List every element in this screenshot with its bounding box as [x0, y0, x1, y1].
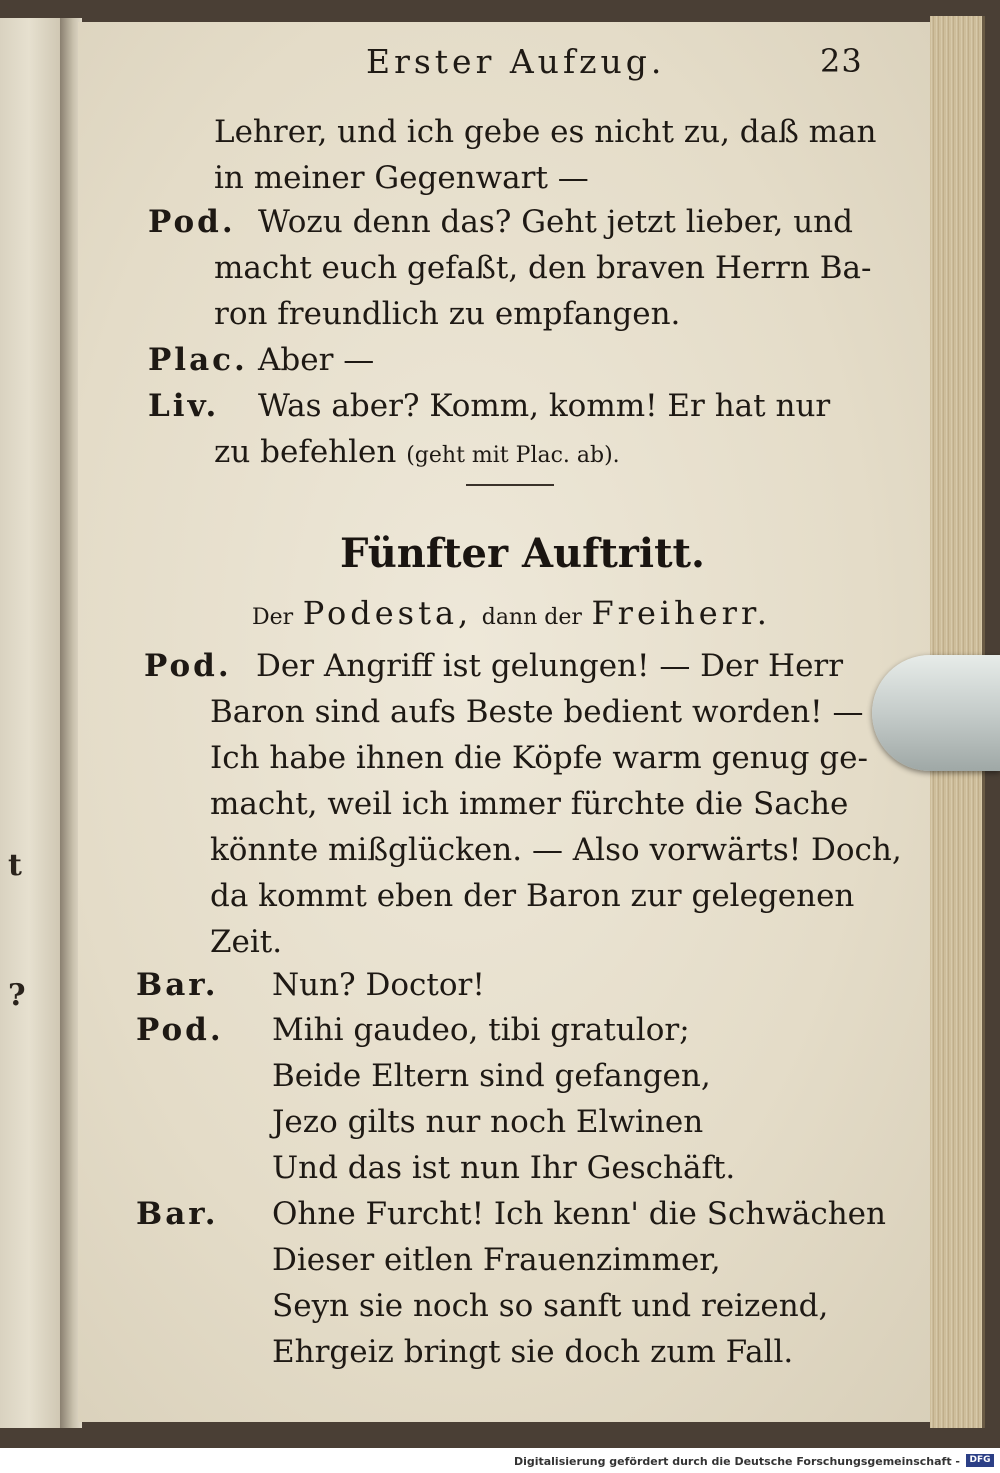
scene-title: Fünfter Auftritt. — [340, 530, 705, 577]
page-number: 23 — [820, 42, 863, 80]
section-rule — [466, 484, 554, 486]
text-line: macht, weil ich immer fürchte die Sache — [210, 786, 849, 822]
text-fragment: zu befehlen — [214, 434, 397, 470]
text-line: Ehrgeiz bringt sie doch zum Fall. — [272, 1334, 794, 1370]
cast-name: Podesta, — [302, 594, 473, 632]
page-clip-tab — [872, 655, 1000, 771]
cast-word: dann der — [481, 605, 582, 630]
text-line: Mihi gaudeo, tibi gratulor; — [272, 1012, 690, 1048]
text-line: Ohne Furcht! Ich kenn' die Schwächen — [272, 1196, 886, 1232]
stage-direction: (geht mit Plac. ab). — [406, 443, 620, 468]
speaker-label: Bar. — [136, 967, 219, 1003]
text-line: könnte mißglücken. — Also vorwärts! Doch, — [210, 832, 902, 868]
speaker-label: Pod. — [148, 204, 236, 240]
dfg-logo-icon: DFG — [966, 1454, 994, 1467]
text-line: Dieser eitlen Frauenzimmer, — [272, 1242, 721, 1278]
text-line: Lehrer, und ich gebe es nicht zu, daß man — [214, 114, 877, 150]
speaker-label: Pod. — [144, 648, 232, 684]
speaker-label: Liv. — [148, 388, 220, 424]
text-line: Und das ist nun Ihr Geschäft. — [272, 1150, 736, 1186]
left-page-fragment: t — [8, 848, 22, 883]
cast-word: Der — [252, 605, 294, 630]
text-line: Aber — — [258, 342, 375, 378]
funding-notice: Digitalisierung gefördert durch die Deutsche Forschungsgemeinschaft - — [513, 1455, 960, 1468]
cast-name: Freiherr. — [591, 594, 771, 632]
text-line: Zeit. — [210, 924, 283, 960]
text-line: da kommt eben der Baron zur gelegenen — [210, 878, 855, 914]
speaker-label: Plac. — [148, 342, 248, 378]
text-line: in meiner Gegenwart — — [214, 160, 589, 196]
text-line: macht euch gefaßt, den braven Herrn Ba- — [214, 250, 872, 286]
scene-cast — [252, 594, 771, 632]
footer-bar — [0, 1448, 1000, 1473]
speaker-label: Pod. — [136, 1012, 224, 1048]
text-line: Seyn sie noch so sanft und reizend, — [272, 1288, 829, 1324]
text-line: Beide Eltern sind gefangen, — [272, 1058, 711, 1094]
running-title: Erster Aufzug. — [366, 42, 666, 81]
text-line: ron freundlich zu empfangen. — [214, 296, 681, 332]
text-line: Nun? Doctor! — [272, 967, 485, 1003]
left-page-fragment: ? — [8, 978, 26, 1013]
text-line: Wozu denn das? Geht jetzt lieber, und — [258, 204, 853, 240]
text-line: Der Angriff ist gelungen! — Der Herr — [256, 648, 844, 684]
text-line: Ich habe ihnen die Köpfe warm genug ge- — [210, 740, 868, 776]
text-line: Baron sind aufs Beste bedient worden! — — [210, 694, 864, 730]
speaker-label: Bar. — [136, 1196, 219, 1232]
text-line: Was aber? Komm, komm! Er hat nur — [258, 388, 831, 424]
text-line: Jezo gilts nur noch Elwinen — [272, 1104, 704, 1140]
text-line — [214, 434, 620, 470]
